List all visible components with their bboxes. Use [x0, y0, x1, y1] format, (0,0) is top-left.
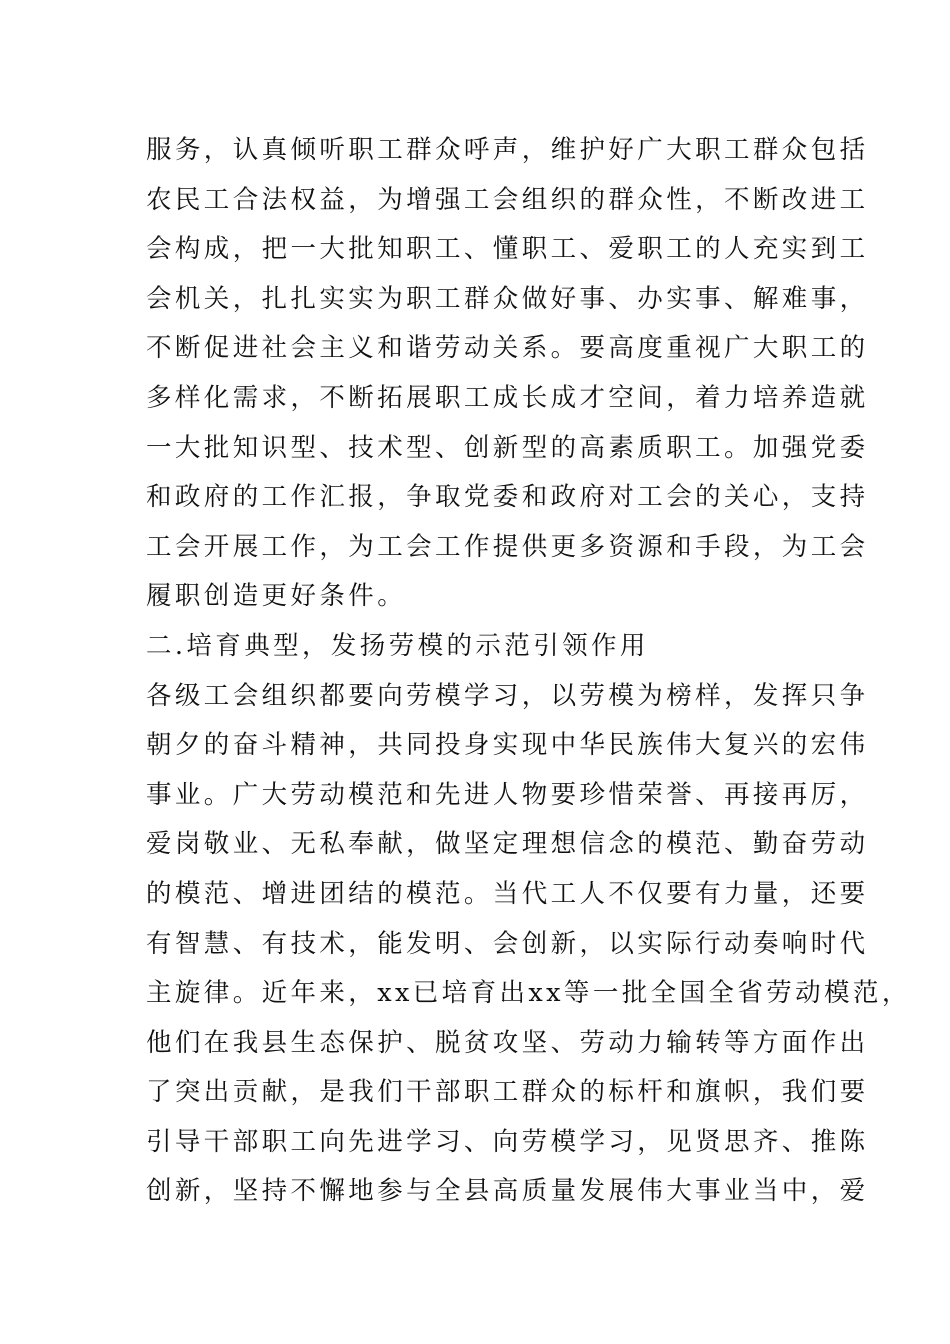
text-line-18: 主旋律。近年来，xx已培育出xx等一批全国全省劳动模范，: [146, 978, 911, 1009]
text-line-9: 工会开展工作，为工会工作提供更多资源和手段，为工会: [146, 531, 869, 562]
text-line-5: 不断促进社会主义和谐劳动关系。要高度重视广大职工的: [146, 333, 869, 364]
text-line-8: 和政府的工作汇报，争取党委和政府对工会的关心，支持: [146, 482, 869, 513]
text-line-1: 服务，认真倾听职工群众呼声，维护好广大职工群众包括: [146, 135, 869, 165]
text-line-13: 朝夕的奋斗精神，共同投身实现中华民族伟大复兴的宏伟: [146, 730, 869, 761]
text-line-2: 农民工合法权益，为增强工会组织的群众性，不断改进工: [146, 184, 869, 215]
document-body: [146, 126, 911, 1217]
text-line-6: 多样化需求，不断拓展职工成长成才空间，着力培养造就: [146, 382, 869, 413]
text-line-17: 有智慧、有技术，能发明、会创新，以实际行动奏响时代: [146, 928, 869, 959]
text-line-12: 各级工会组织都要向劳模学习，以劳模为榜样，发挥只争: [146, 680, 869, 711]
text-line-7: 一大批知识型、技术型、创新型的高素质职工。加强党委: [146, 432, 869, 463]
text-line-4: 会机关，扎扎实实为职工群众做好事、办实事、解难事，: [146, 283, 869, 314]
text-line-21: 引导干部职工向先进学习、向劳模学习，见贤思齐、推陈: [146, 1126, 869, 1157]
text-line-14: 事业。广大劳动模范和先进人物要珍惜荣誉、再接再厉，: [146, 779, 869, 810]
text-line-15: 爱岗敬业、无私奉献，做坚定理想信念的模范、勤奋劳动: [146, 829, 869, 860]
section-heading: 二.培育典型，发扬劳模的示范引领作用: [146, 630, 649, 661]
text-line-10: 履职创造更好条件。: [146, 581, 407, 612]
text-line-19: 他们在我县生态保护、脱贫攻坚、劳动力输转等方面作出: [146, 1027, 869, 1058]
text-line-16: 的模范、增进团结的模范。当代工人不仅要有力量，还要: [146, 878, 869, 909]
text-line-20: 了突出贡献，是我们干部职工群众的标杆和旗帜，我们要: [146, 1077, 869, 1108]
text-line-3: 会构成，把一大批知职工、懂职工、爱职工的人充实到工: [146, 234, 869, 265]
text-line-22: 创新，坚持不懈地参与全县高质量发展伟大事业当中，爱: [146, 1176, 869, 1207]
